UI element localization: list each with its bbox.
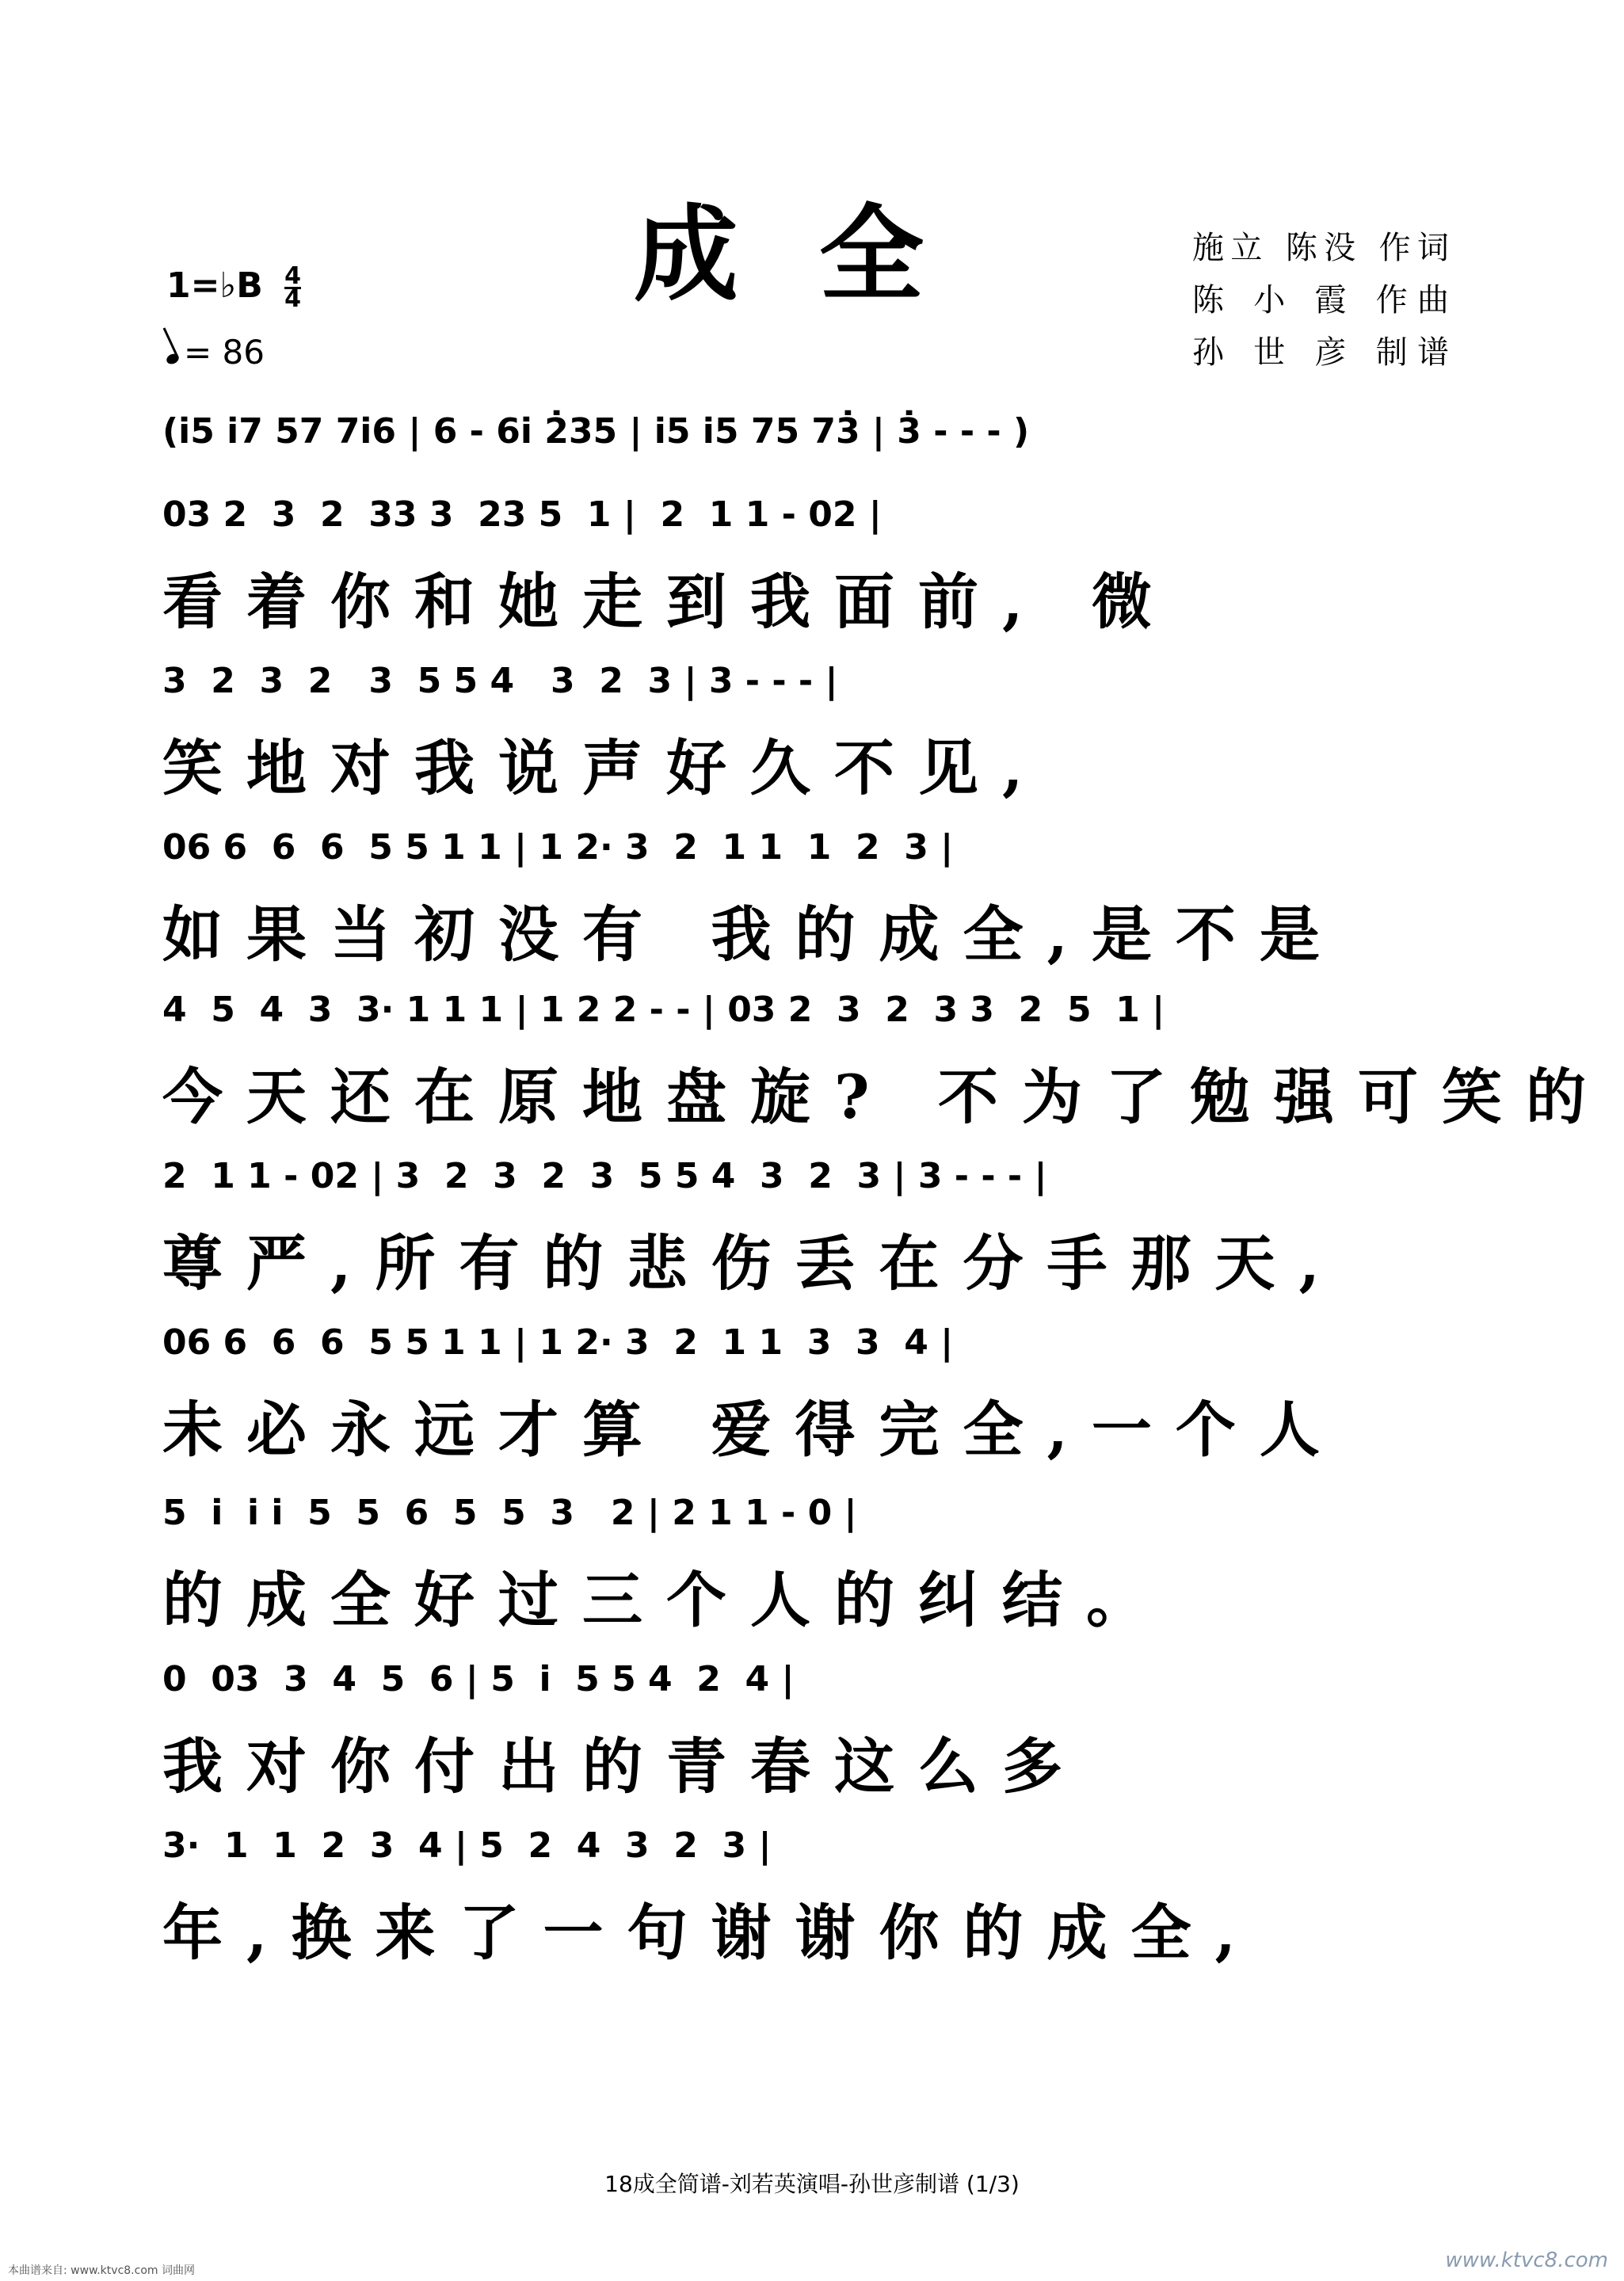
notes: 06 6 6 6 5 5 1 1 | 1 2· 3 2 1 1 3 3 4 | [162,1322,954,1363]
score-line [162,1810,1466,1971]
lyrics: 尊严,所有的悲伤丢在分手那天, [162,1228,1344,1299]
notes: 3 2 3 2 3 5 5 4 3 2 3 | 3 - - - | [162,661,838,701]
page-footer: 18成全简谱-刘若英演唱-孙世彦制谱 (1/3) [604,2171,1020,2197]
lyricist: 施立 陈没 作词 [1192,230,1454,266]
lyrics: 笑地对我说声好久不见, [162,733,1047,803]
transcriber: 孙 世 彦 制谱 [1192,334,1454,371]
notes: 03 2 3 2 33 3 23 5 1 | 2 1 1 - 02 | [162,494,882,535]
score-line [162,1141,1466,1302]
score-line [162,1478,1466,1638]
notes: 3· 1 1 2 3 4 | 5 2 4 3 2 3 | [162,1825,772,1866]
song-title: 成 全 [634,193,946,316]
time-numerator: 4 [284,261,301,290]
notes: 0 03 3 4 5 6 | 5 i̇ 5 5 4 2 4 | [162,1659,795,1699]
watermark-right: www.ktvc8.com [1445,2249,1608,2272]
notes: 2 1 1 - 02 | 3 2 3 2 3 5 5 4 3 2 3 | 3 - - - | [162,1156,1047,1196]
score-line [162,812,1466,973]
notes: 4 5 4 3 3· 1 1 1 | 1 2 2 - - | 03 2 3 2 3 3 2 5 1 | [162,990,1165,1030]
tempo [166,333,265,372]
quarter-note-icon [165,352,181,366]
time-denominator: 4 [284,284,301,313]
score-line [162,975,1610,1135]
lyrics: 未必永远才算 爱得完全,一个人 [162,1394,1344,1465]
score-line [162,646,1466,807]
notes: 5 i̇ i̇ i̇ 5 5 6 5 5 3 2 | 2 1 1 - 0 | [162,1493,857,1533]
key-label: 1=♭B [166,265,263,306]
score-line [162,479,1466,640]
key-signature [166,261,301,313]
lyrics: 我对你付出的青春这么多 [162,1731,1086,1802]
lyrics: 年,换来了一句谢谢你的成全, [162,1898,1260,1968]
lyrics: 今天还在原地盘旋? 不为了勉强可笑的 [162,1062,1610,1132]
notes: (i̇5 i̇7 57 7i̇6 | 6 - 6i̇ 2̇35 | i̇5 i̇5 75 73̇ | 3̇ - - - ) [162,411,1030,452]
lyrics: 看着你和她走到我面前, 微 [162,566,1176,637]
time-signature [284,261,301,313]
credits [1192,222,1454,379]
score-line-intro [162,396,1466,456]
lyrics: 的成全好过三个人的纠结。 [162,1565,1170,1635]
notes: 06 6 6 6 5 5 1 1 | 1 2· 3 2 1 1 1 2 3 | [162,827,954,868]
score-line [162,1644,1466,1805]
watermark-left: 本曲谱来自: www.ktvc8.com 词曲网 [8,2264,195,2277]
tempo-value: = 86 [184,333,265,372]
score-line [162,1307,1466,1468]
composer: 陈 小 霞 作曲 [1192,282,1454,319]
lyrics: 如果当初没有 我的成全,是不是 [162,899,1344,970]
